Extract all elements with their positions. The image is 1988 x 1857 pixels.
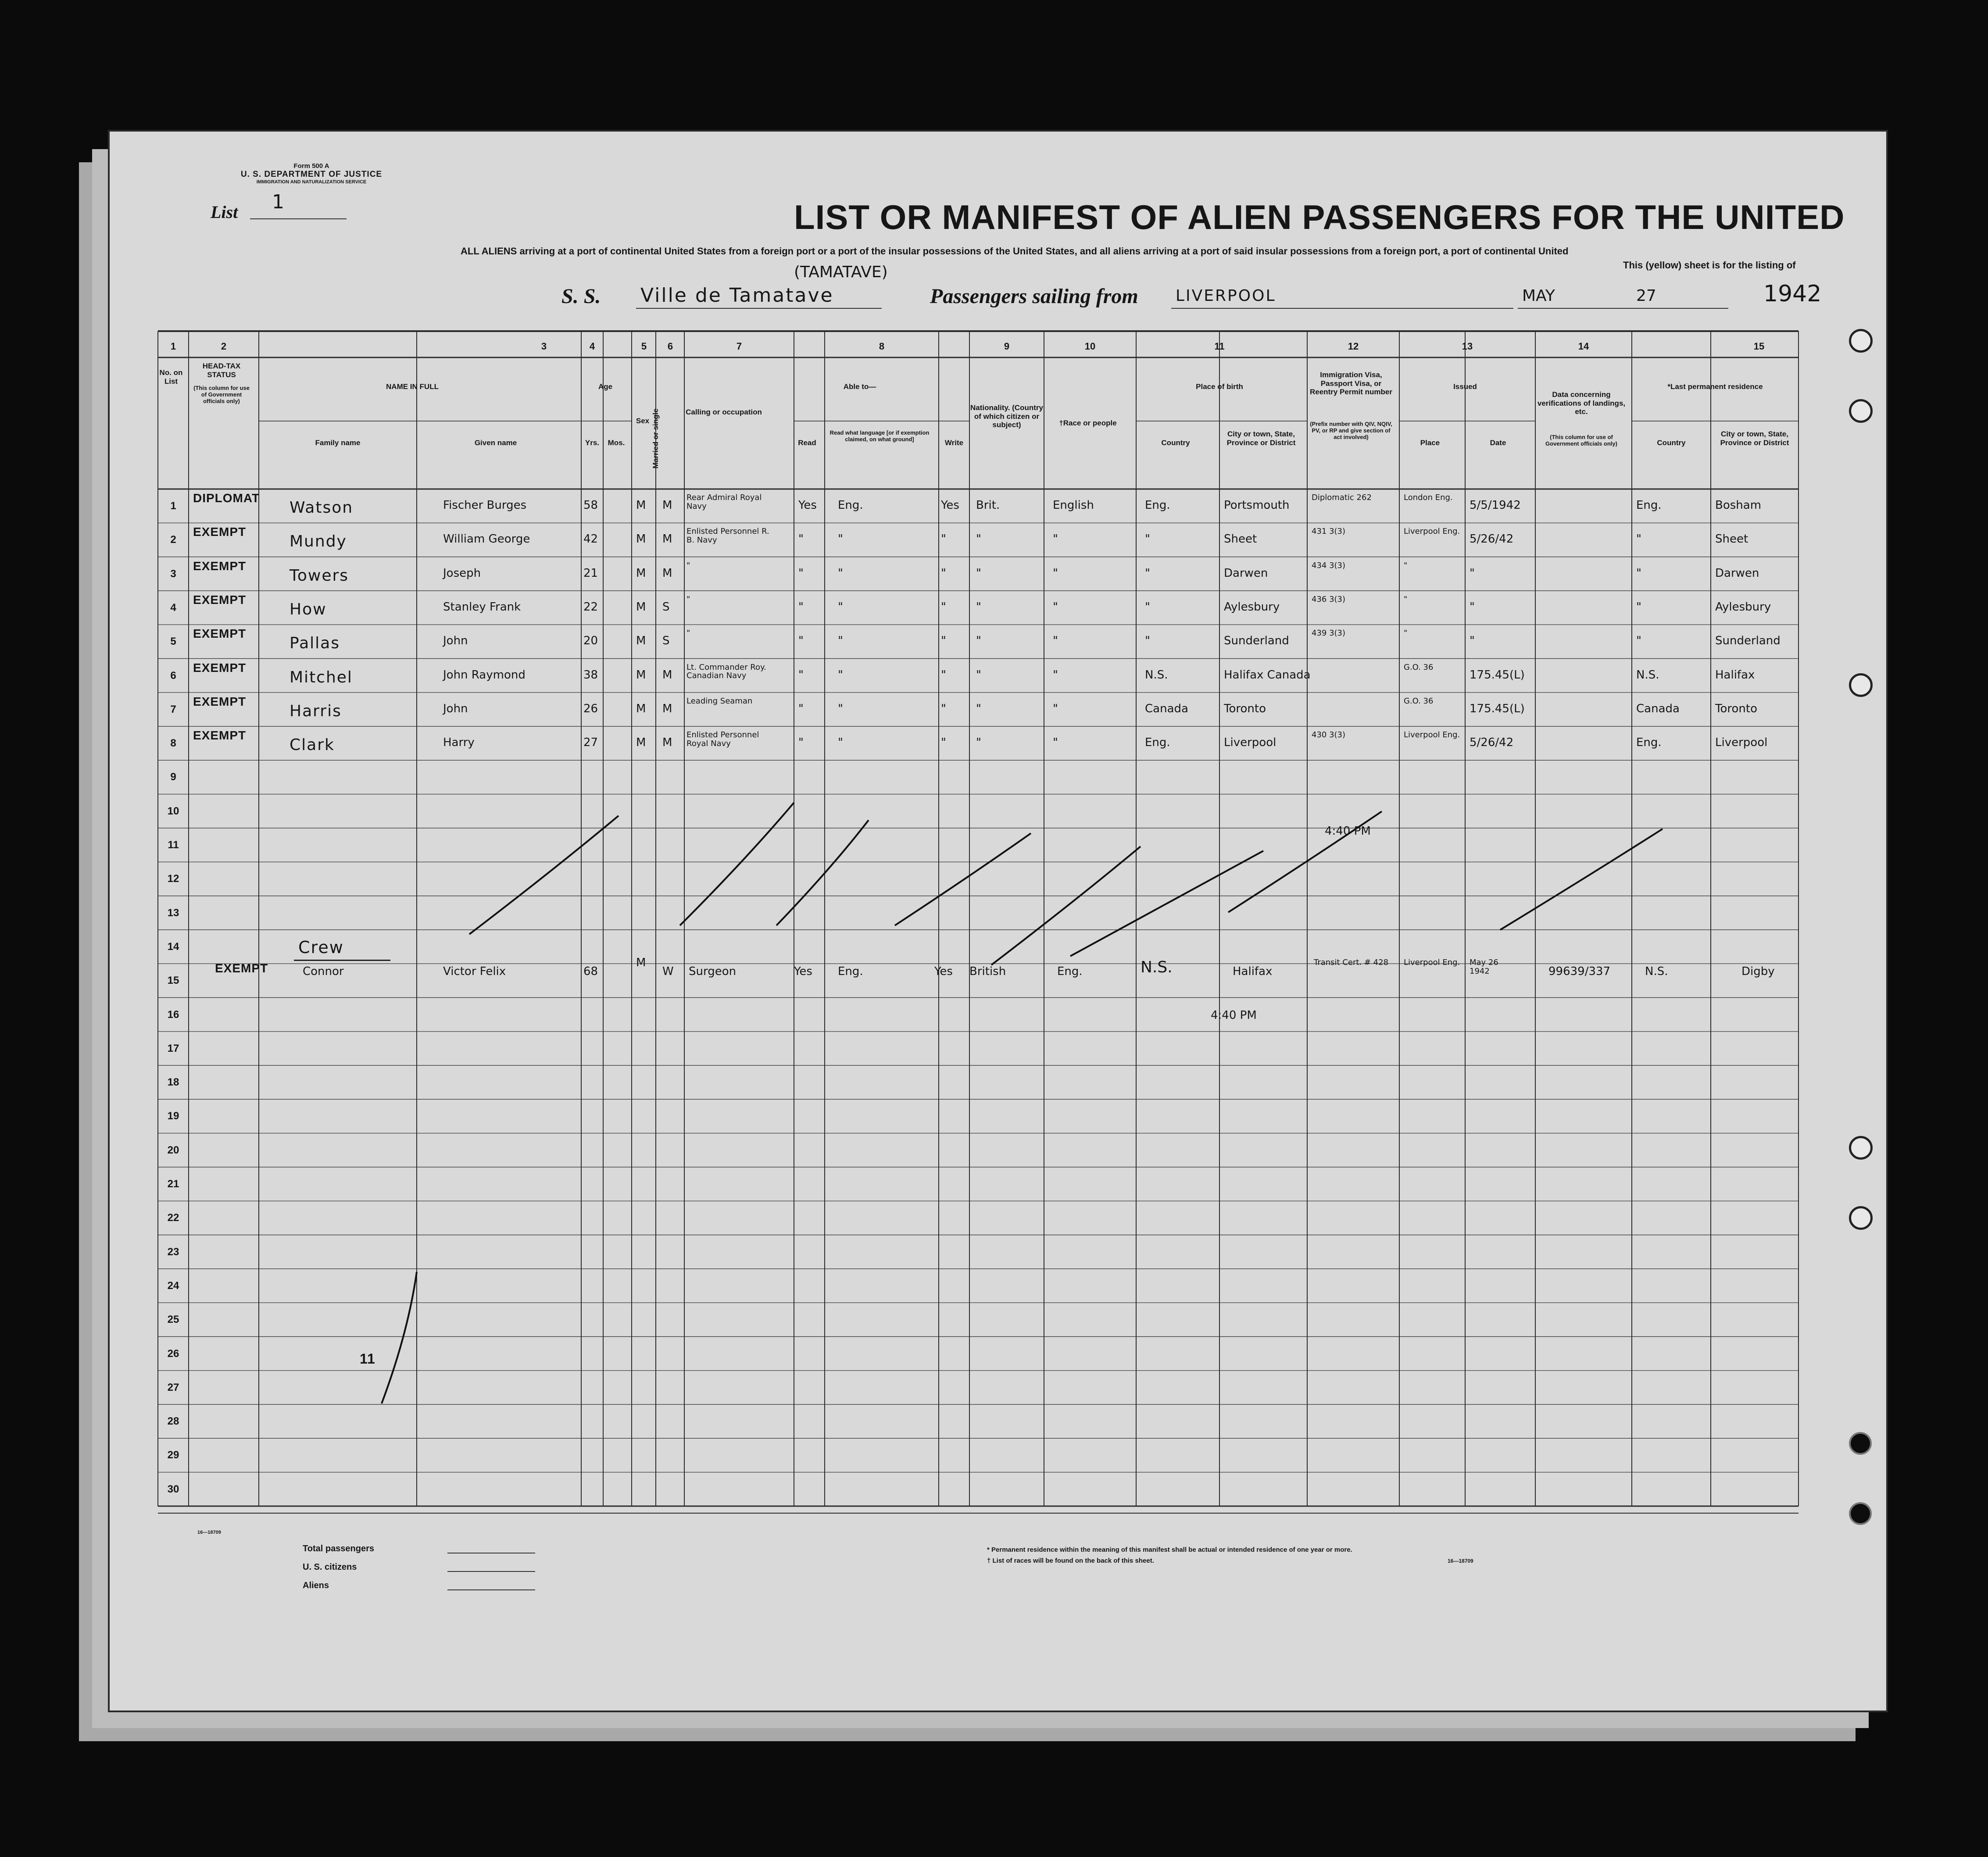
crew-language: Eng. [838,965,863,978]
row-status: DIPLOMAT [193,491,260,505]
row-birth-country: Eng. [1145,736,1170,750]
row-birth-country: Canada [1145,702,1188,715]
row-number: 27 [167,1381,179,1393]
time-annotation-2: 4:40 PM [1211,1009,1257,1022]
row-age: 38 [583,668,598,682]
row-number: 16 [167,1008,179,1021]
row-nationality: " [976,532,981,546]
row-status: EXEMPT [193,694,247,708]
row-visa: 434 3(3) [1312,561,1346,570]
row-language: " [838,634,843,648]
cancellation-stroke [680,803,794,925]
row-read: " [798,702,804,715]
row-res-country: Eng. [1636,499,1662,512]
row-sex: M [636,634,646,648]
row-language: " [838,736,843,750]
header-calling: Calling or occupation [686,408,762,416]
row-marital-status: M [662,532,672,546]
footer-line-3 [447,1589,535,1590]
row-issued-place: London Eng. [1404,493,1453,502]
column-number: 8 [879,341,885,352]
header-mos: Mos. [608,439,625,447]
row-language: Eng. [838,499,863,512]
row-number: 8 [170,737,176,750]
cancellation-stroke [1070,851,1263,956]
manifest-page [110,132,1886,1711]
row-family-name: Towers [290,566,349,585]
row-res-country: Eng. [1636,736,1662,750]
row-given-name: John Raymond [443,668,526,682]
row-number: 10 [167,805,179,817]
row-res-city: Sunderland [1715,634,1781,648]
header-res-city: City or town, State, Province or District [1720,430,1789,447]
date-underline [1518,308,1728,309]
header-nationality: Nationality. (Country of which citizen or subject) [970,404,1043,429]
crew-issued-place: Liverpool Eng. [1404,958,1460,967]
crew-label: Crew [298,938,344,957]
row-birth-city: Liverpool [1224,736,1276,750]
row-given-name: Stanley Frank [443,600,521,614]
header-age: Age [598,382,613,391]
crew-verification: 99639/337 [1548,965,1611,978]
footer-aliens: Aliens [303,1581,329,1590]
row-age: 27 [583,736,598,750]
row-family-name: Harris [290,702,342,720]
cancellation-stroke [991,846,1141,965]
row-number: 24 [167,1279,179,1292]
cancellation-stroke [1500,829,1663,930]
column-number: 6 [667,341,673,352]
header-family-name: Family name [315,439,361,447]
row-res-city: Toronto [1715,702,1757,715]
row-occupation: Lt. Commander Roy. Canadian Navy [687,662,766,681]
row-number: 19 [167,1110,179,1122]
row-visa: 431 3(3) [1312,527,1346,536]
row-issued-date: 175.45(L) [1470,668,1525,682]
header-visa: Immigration Visa, Passport Visa, or Reentry Permit number [1310,371,1392,396]
subtitle: ALL ALIENS arriving at a port of continental United States from a foreign port or a port of the insular possessions of the United States, and all aliens arriving at a port of said insular possessions from a foreign port, a port of continental United [461,246,1569,257]
row-read: " [798,566,804,580]
crew-issued-date: May 26 1942 [1470,958,1498,976]
row-given-name: John [443,702,468,715]
row-language: " [838,532,843,546]
row-age: 21 [583,566,598,580]
binder-hole-2 [1849,399,1873,423]
row-family-name: How [290,600,327,618]
row-status: EXEMPT [193,525,247,539]
row-number: 20 [167,1144,179,1156]
tally-mark: 11 [360,1351,375,1367]
row-issued-date: 5/5/1942 [1470,499,1521,512]
row-issued-date: " [1470,634,1475,648]
row-status: EXEMPT [193,627,247,641]
row-number: 4 [170,601,176,614]
sailing-port: LIVERPOOL [1176,287,1276,305]
row-number: 29 [167,1449,179,1461]
column-number: 12 [1348,341,1359,352]
crew-age: 68 [583,965,598,978]
row-res-city: Bosham [1715,499,1762,512]
row-number: 14 [167,940,179,953]
row-birth-city: Halifax Canada [1224,668,1311,682]
row-res-country: " [1636,532,1641,546]
row-res-city: Halifax [1715,668,1755,682]
header-data-verif-note: (This column for use of Government officials only) [1545,434,1617,447]
row-sex: M [636,499,646,512]
crew-birth-city: Halifax [1233,965,1273,978]
row-number: 13 [167,907,179,919]
row-language: " [838,566,843,580]
header-sex: Sex [636,417,650,425]
row-birth-country: " [1145,566,1150,580]
crew-write: Yes [934,965,953,978]
row-write: Yes [941,499,959,512]
header-yrs: Yrs. [585,439,600,447]
cancellation-stroke [776,820,869,925]
row-res-city: Liverpool [1715,736,1768,750]
list-label: List [211,202,238,222]
row-res-city: Darwen [1715,566,1759,580]
column-number: 15 [1753,341,1765,352]
row-birth-city: Sheet [1224,532,1257,546]
header-birth-city: City or town, State, Province or District [1226,430,1296,447]
subtitle-yellow-sheet: This (yellow) sheet is for the listing of [1623,260,1796,271]
row-number: 21 [167,1178,179,1190]
header-able-to: Able to— [843,382,876,391]
row-status: EXEMPT [193,661,247,675]
row-marital-status: M [662,702,672,715]
row-number: 30 [167,1483,179,1495]
crew-family: Connor [303,965,344,978]
row-number: 26 [167,1347,179,1360]
row-language: " [838,668,843,682]
column-number: 10 [1084,341,1096,352]
row-res-country: N.S. [1636,668,1659,682]
row-issued-date: " [1470,566,1475,580]
row-status: EXEMPT [193,559,247,573]
row-marital-status: M [662,499,672,512]
column-number: 7 [736,341,742,352]
header-race: †Race or people [1059,419,1117,427]
row-nationality: " [976,566,981,580]
header-name-in-full: NAME IN FULL [386,382,439,391]
row-occupation: " [687,594,690,604]
column-number: 14 [1578,341,1589,352]
header-head-tax: HEAD-TAX STATUS [202,362,241,379]
cancellation-stroke [895,833,1031,925]
column-number: 4 [589,341,595,352]
row-birth-country: " [1145,532,1150,546]
sailing-month: MAY [1522,287,1555,305]
column-number: 9 [1004,341,1010,352]
row-issued-place: " [1404,629,1408,638]
row-occupation: Rear Admiral Royal Navy [687,493,762,511]
row-sex: M [636,566,646,580]
crew-read: Yes [794,965,812,978]
row-status: EXEMPT [193,593,247,607]
row-issued-place: G.O. 36 [1404,696,1434,706]
row-res-city: Aylesbury [1715,600,1771,614]
row-occupation: " [687,629,690,638]
row-age: 58 [583,499,598,512]
row-race: " [1053,532,1058,546]
crew-nationality: British [969,965,1006,978]
row-age: 20 [583,634,598,648]
row-given-name: Fischer Burges [443,499,527,512]
row-sex: M [636,532,646,546]
row-race: " [1053,668,1058,682]
header-res-country: Country [1657,439,1686,447]
ship-label: S. S. [561,285,601,308]
row-marital-status: S [662,634,670,648]
row-sex: M [636,668,646,682]
row-res-city: Sheet [1715,532,1748,546]
footer-us-citizens: U. S. citizens [303,1562,357,1572]
header-data-verif: Data concerning verifications of landings, etc. [1537,390,1626,416]
header-read: Read [798,439,816,447]
row-issued-place: " [1404,594,1408,604]
footer-line-2 [447,1571,535,1572]
header-no-on-list: No. on List [159,368,183,386]
underlying-sheet [83,206,110,1697]
row-read: " [798,634,804,648]
header-place-of-birth: Place of birth [1196,382,1243,391]
row-visa: 430 3(3) [1312,730,1346,740]
row-family-name: Pallas [290,634,340,653]
row-issued-date: " [1470,600,1475,614]
row-res-country: Canada [1636,702,1680,715]
row-number: 2 [170,534,176,546]
row-res-country: " [1636,634,1641,648]
row-number: 9 [170,771,176,783]
row-marital-status: M [662,736,672,750]
row-race: " [1053,702,1058,715]
row-write: " [941,532,946,546]
row-birth-city: Aylesbury [1224,600,1280,614]
crew-res-city: Digby [1741,965,1775,978]
row-race: " [1053,566,1058,580]
row-status: EXEMPT [193,729,247,743]
department-name: U. S. DEPARTMENT OF JUSTICE [240,170,383,179]
row-given-name: William George [443,532,530,546]
row-res-country: " [1636,600,1641,614]
row-birth-city: Sunderland [1224,634,1289,648]
column-number: 2 [221,341,227,352]
row-occupation: " [687,561,690,570]
row-age: 22 [583,600,598,614]
row-nationality: " [976,668,981,682]
form-number: Form 500 A [293,162,329,170]
header-write: Write [944,439,964,447]
row-birth-city: Portsmouth [1224,499,1290,512]
crew-marital: W [662,965,674,978]
row-nationality: " [976,702,981,715]
row-family-name: Watson [290,499,354,517]
crew-underline [294,960,390,961]
row-number: 23 [167,1246,179,1258]
header-married: Married or single [651,408,660,469]
row-res-country: " [1636,566,1641,580]
binder-hole-3 [1849,673,1873,697]
grid-print-code: 16—18709 [197,1530,221,1535]
form-meta [175,162,447,185]
manifest-grid [110,132,1886,1711]
footer-note-1: * Permanent residence within the meaning of this manifest shall be actual or intended residence of one year or more. [987,1546,1352,1553]
header-visa-note: (Prefix number with QIV, NQIV, PV, or RP and give section of act involved) [1310,421,1392,440]
row-marital-status: M [662,668,672,682]
row-nationality: " [976,600,981,614]
row-write: " [941,702,946,715]
cancellation-stroke [469,816,619,934]
header-issued-place: Place [1420,439,1440,447]
header-head-tax-note: (This column for use of Government officials only) [193,385,250,404]
row-issued-place: Liverpool Eng. [1404,527,1460,536]
row-number: 22 [167,1212,179,1224]
sailing-year: 1942 [1763,281,1822,307]
row-family-name: Clark [290,736,335,754]
row-write: " [941,736,946,750]
row-issued-date: 5/26/42 [1470,532,1514,546]
binder-hole-5 [1849,1206,1873,1230]
list-underline [250,218,347,219]
header-issued-date: Date [1490,439,1506,447]
row-number: 11 [168,839,179,851]
row-family-name: Mundy [290,532,347,551]
row-sex: M [636,702,646,715]
row-marital-status: S [662,600,670,614]
service-name: IMMIGRATION AND NATURALIZATION SERVICE [256,179,367,185]
ship-name-alt: (TAMATAVE) [794,263,888,281]
row-race: " [1053,634,1058,648]
row-number: 3 [170,568,176,580]
header-issued: Issued [1453,382,1477,391]
row-issued-place: " [1404,561,1408,570]
row-language: " [838,600,843,614]
row-number: 6 [170,669,176,682]
header-read-lang: Read what language [or if exemption claimed, on what ground] [830,429,930,443]
row-birth-city: Toronto [1224,702,1266,715]
row-number: 7 [170,703,176,715]
row-visa: Diplomatic 262 [1312,493,1372,502]
crew-sex: M [636,956,646,969]
time-annotation-1: 4:40 PM [1325,825,1371,838]
row-read: " [798,736,804,750]
row-read: " [798,668,804,682]
port-underline [1171,308,1513,309]
row-sex: M [636,736,646,750]
row-birth-city: Darwen [1224,566,1268,580]
crew-birth-country: N.S. [1141,958,1173,976]
column-number: 3 [541,341,547,352]
crew-given: Victor Felix [443,965,506,978]
row-birth-country: Eng. [1145,499,1170,512]
crew-res-country: N.S. [1645,965,1668,978]
row-read: " [798,600,804,614]
row-write: " [941,668,946,682]
row-occupation: Leading Seaman [687,696,753,706]
header-birth-country: Country [1161,439,1190,447]
row-family-name: Mitchel [290,668,353,686]
row-nationality: " [976,634,981,648]
crew-occupation: Surgeon [689,965,737,978]
ship-name: Ville de Tamatave [640,284,834,307]
footer-print-code: 16—18709 [1448,1558,1473,1564]
row-number: 18 [167,1076,179,1089]
row-issued-place: Liverpool Eng. [1404,730,1460,740]
row-nationality: " [976,736,981,750]
row-language: " [838,702,843,715]
row-issued-place: G.O. 36 [1404,662,1434,672]
row-number: 28 [167,1415,179,1428]
row-read: Yes [798,499,817,512]
binder-hole-1 [1849,329,1873,353]
sailing-label: Passengers sailing from [930,285,1138,308]
row-birth-country: N.S. [1145,668,1168,682]
row-birth-country: " [1145,600,1150,614]
binder-hole-6 [1849,1432,1872,1455]
row-number: 12 [167,873,179,885]
binder-hole-7 [1849,1502,1872,1525]
row-write: " [941,600,946,614]
crew-status: EXEMPT [215,961,268,975]
row-visa: 436 3(3) [1312,594,1346,604]
row-race: English [1053,499,1094,512]
list-number: 1 [272,191,284,213]
row-issued-date: 175.45(L) [1470,702,1525,715]
column-number: 1 [170,341,176,352]
page-title: LIST OR MANIFEST OF ALIEN PASSENGERS FOR THE UNITED [794,198,1845,236]
row-number: 25 [167,1314,179,1326]
row-read: " [798,532,804,546]
row-number: 5 [170,636,176,648]
row-number: 1 [170,500,176,512]
row-marital-status: M [662,566,672,580]
row-sex: M [636,600,646,614]
row-race: " [1053,600,1058,614]
row-nationality: Brit. [976,499,1000,512]
row-occupation: Enlisted Personnel R. B. Navy [687,527,769,545]
crew-visa: Transit Cert. # 428 [1313,958,1389,967]
column-number: 5 [641,341,647,352]
row-race: " [1053,736,1058,750]
row-issued-date: 5/26/42 [1470,736,1514,750]
row-write: " [941,634,946,648]
row-write: " [941,566,946,580]
binder-hole-4 [1849,1136,1873,1160]
footer-total-passengers: Total passengers [303,1544,375,1553]
row-number: 15 [167,975,179,987]
sailing-day: 27 [1636,287,1656,305]
row-occupation: Enlisted Personnel Royal Navy [687,730,759,748]
header-given-name: Given name [474,439,517,447]
row-visa: 439 3(3) [1312,629,1346,638]
cancellation-stroke [382,1272,417,1403]
row-number: 17 [167,1042,179,1054]
row-age: 26 [583,702,598,715]
row-given-name: John [443,634,468,648]
column-number: 13 [1462,341,1473,352]
column-number: 11 [1214,341,1225,352]
crew-race: Eng. [1057,965,1083,978]
ship-underline [636,308,882,309]
row-birth-country: " [1145,634,1150,648]
header-last-res: *Last permanent residence [1667,382,1763,391]
footer-note-2: † List of races will be found on the back of this sheet. [987,1557,1154,1564]
row-given-name: Joseph [443,566,481,580]
row-age: 42 [583,532,598,546]
row-given-name: Harry [443,736,475,750]
